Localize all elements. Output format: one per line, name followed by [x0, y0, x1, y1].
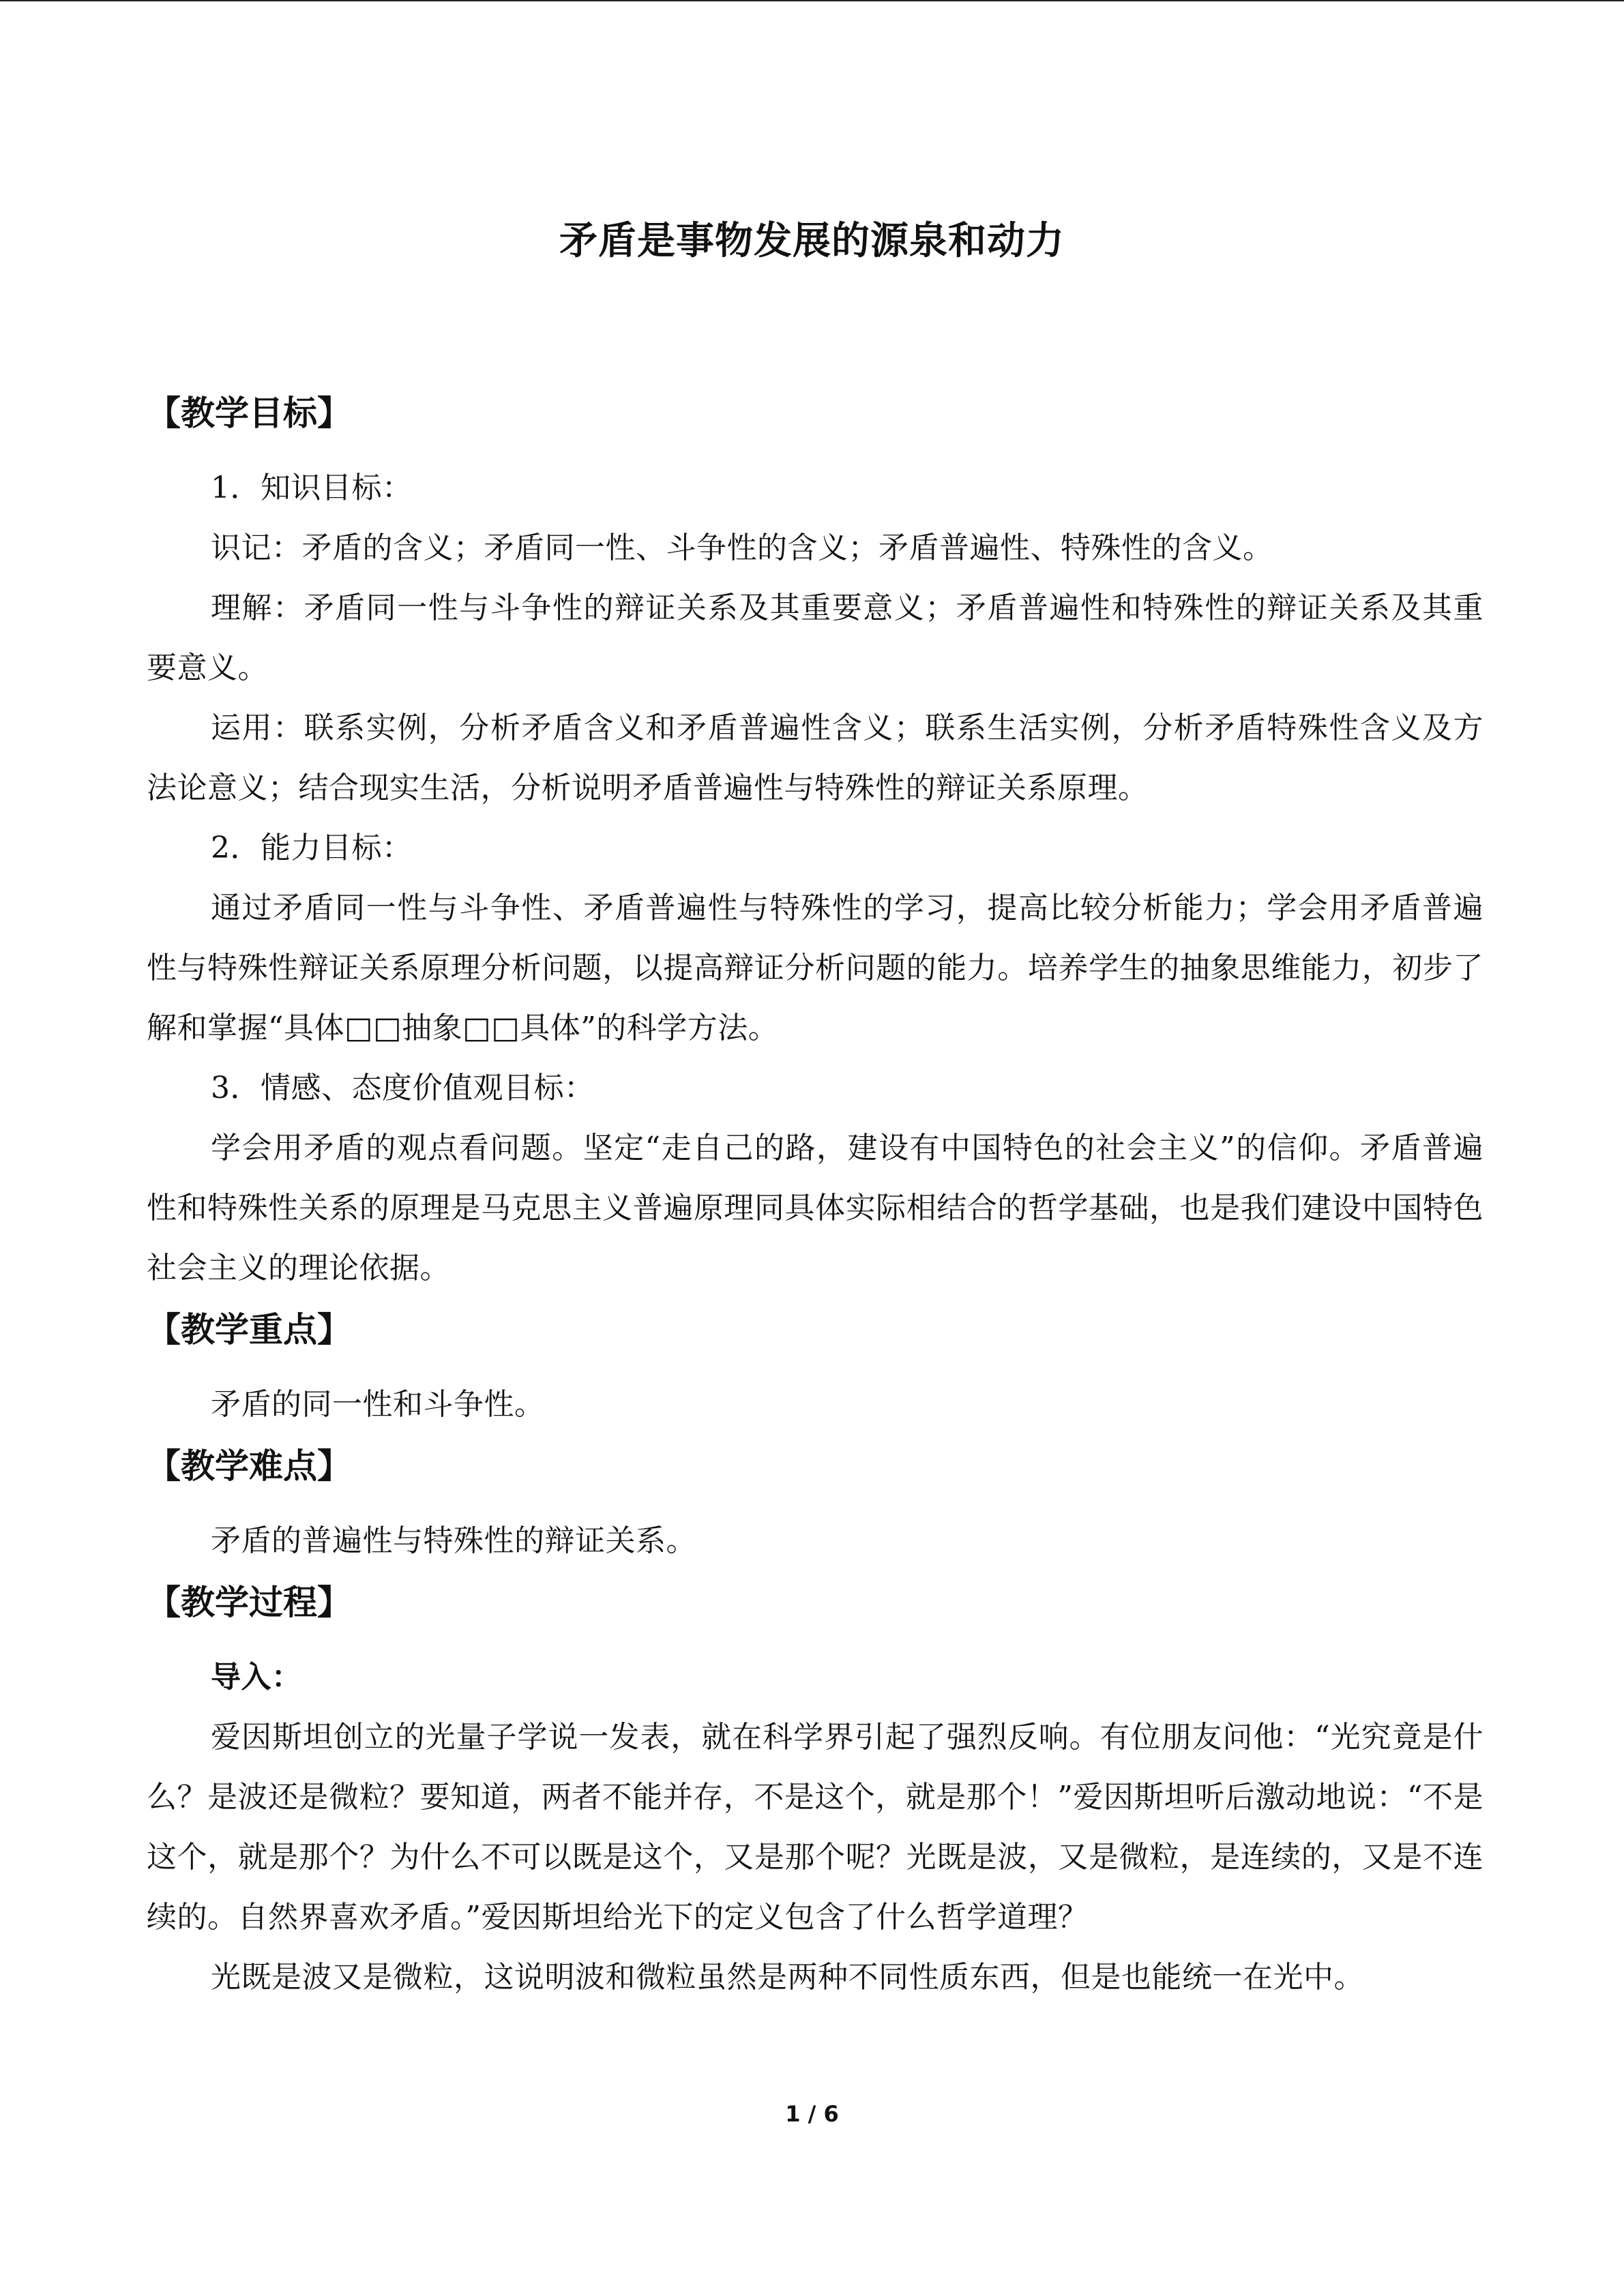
knowledge-understand-paragraph: 理解：矛盾同一性与斗争性的辩证关系及其重要意义；矛盾普遍性和特殊性的辩证关系及其重要意义。 — [147, 591, 1483, 685]
key-point-paragraph: 矛盾的同一性和斗争性。 — [211, 1387, 545, 1422]
answer-paragraph: 光既是波又是微粒，这说明波和微粒虽然是两种不同性质东西，但是也能统一在光中。 — [211, 1960, 1364, 1995]
ability-goal-label: 2．能力目标： — [211, 831, 413, 865]
section-heading-difficulty: 【教学难点】 — [147, 1446, 351, 1486]
knowledge-apply-paragraph: 运用：联系实例，分析矛盾含义和矛盾普遍性含义；联系生活实例，分析矛盾特殊性含义及方法论意义；结合现实生活，分析说明矛盾普遍性与特殊性的辩证关系原理。 — [147, 711, 1483, 805]
section-heading-goals: 【教学目标】 — [147, 393, 351, 433]
document-title: 矛盾是事物发展的源泉和动力 — [559, 219, 1065, 263]
emotion-goal-paragraph: 学会用矛盾的观点看问题。坚定“走自己的路，建设有中国特色的社会主义”的信仰。矛盾普遍性和特殊性关系的原理是马克思主义普遍原理同具体实际相结合的哲学基础，也是我们建设中国特色社会主义的理论依据。 — [147, 1131, 1483, 1285]
intro-paragraph: 爱因斯坦创立的光量子学说一发表，就在科学界引起了强烈反响。有位朋友问他：“光究竟是什么？是波还是微粒？要知道，两者不能并存，不是这个，就是那个！”爱因斯坦听后激动地说：“不是这个，就是那个？为什么不可以既是这个，又是那个呢？光既是波，又是微粒，是连续的，又是不连续的。自然界喜欢矛盾。”爱因斯坦给光下的定义包含了什么哲学道理？ — [147, 1720, 1483, 1935]
difficulty-paragraph: 矛盾的普遍性与特殊性的辩证关系。 — [211, 1523, 696, 1558]
knowledge-goal-label: 1．知识目标： — [211, 471, 413, 505]
section-heading-process: 【教学过程】 — [147, 1583, 351, 1622]
emotion-goal-label: 3．情感、态度价值观目标： — [211, 1071, 595, 1105]
intro-label: 导入： — [211, 1660, 302, 1695]
section-heading-key-point: 【教学重点】 — [147, 1310, 351, 1350]
page-number: 1 / 6 — [785, 2101, 839, 2127]
ability-goal-paragraph: 通过矛盾同一性与斗争性、矛盾普遍性与特殊性的学习，提高比较分析能力；学会用矛盾普遍性与特殊性辩证关系原理分析问题，以提高辩证分析问题的能力。培养学生的抽象思维能力，初步了解和掌握“具体□□抽象□□具体”的科学方法。 — [147, 891, 1483, 1045]
knowledge-recall-paragraph: 识记：矛盾的含义；矛盾同一性、斗争性的含义；矛盾普遍性、特殊性的含义。 — [211, 531, 1273, 565]
document-body — [147, 386, 1483, 2008]
top-border-line — [0, 0, 1624, 1]
